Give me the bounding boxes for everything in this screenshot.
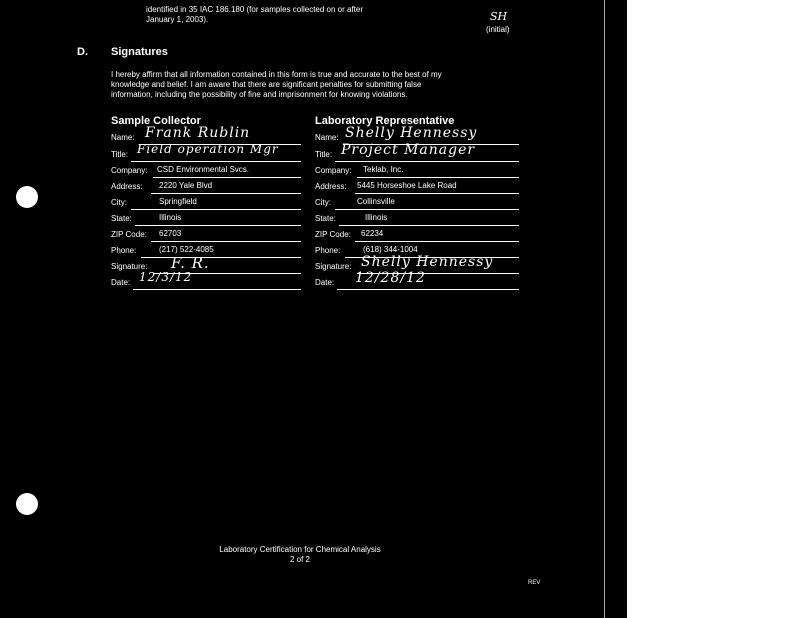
field-label: Title:: [315, 150, 333, 159]
field-label: City:: [111, 198, 127, 207]
field-underline: [135, 225, 301, 226]
field-value: 62234: [361, 229, 384, 238]
collector-state-row: [111, 212, 301, 226]
field-value: CSD Environmental Svcs.: [157, 165, 250, 174]
lab-company-row: [315, 164, 519, 178]
lab-heading: Laboratory Representative: [315, 115, 455, 127]
lab-address-row: [315, 180, 519, 194]
punch-hole-top: [16, 186, 38, 208]
field-label: Phone:: [111, 246, 137, 255]
lab-city-row: [315, 196, 519, 210]
field-underline: [141, 257, 301, 258]
field-underline: [355, 193, 519, 194]
field-underline: [151, 241, 301, 242]
collector-address-row: [111, 180, 301, 194]
field-value: Springfield: [159, 197, 197, 206]
field-value: Collinsville: [357, 197, 395, 206]
section-letter: D.: [77, 46, 88, 58]
field-underline: [335, 161, 519, 162]
page-edge-line: [604, 0, 605, 618]
field-underline: [357, 177, 519, 178]
field-value: Illinois: [365, 213, 388, 222]
field-value: (618) 344-1004: [363, 245, 418, 254]
footer-title: Laboratory Certification for Chemical Analysis: [219, 545, 381, 554]
field-underline: [337, 289, 519, 290]
statement-line: knowledge and belief. I am aware that there are significant penalties for submitting false: [111, 80, 422, 89]
lab-state-row: [315, 212, 519, 226]
field-label: Date:: [111, 278, 131, 287]
field-value: 62703: [159, 229, 182, 238]
top-text-line-1: identified in 35 IAC 186.180 (for samples collected on or after: [146, 5, 364, 14]
field-underline: [131, 209, 301, 210]
field-label: Signature:: [111, 262, 148, 271]
statement-line: information, including the possibility of fine and imprisonment for knowing violations.: [111, 90, 408, 99]
revision-mark: REV: [528, 580, 541, 586]
field-label: Name:: [315, 133, 339, 142]
field-underline: [133, 289, 301, 290]
field-label: Date:: [315, 278, 335, 287]
handwritten-value: 12/3/12: [139, 270, 193, 284]
signature-value: Shelly Hennessy: [361, 254, 494, 270]
page-number: 2 of 2: [289, 555, 310, 564]
handwritten-value: Shelly Hennessy: [345, 125, 478, 141]
handwritten-value: Project Manager: [341, 142, 476, 158]
top-text-line-2: January 1, 2003).: [146, 15, 209, 24]
field-label: Company:: [315, 166, 352, 175]
field-label: City:: [315, 198, 331, 207]
signature-value: F. R.: [171, 254, 210, 272]
page-footer: [180, 545, 420, 565]
field-underline: [339, 225, 519, 226]
field-label: Address:: [315, 182, 347, 191]
collector-date-row: [111, 270, 301, 290]
field-label: State:: [315, 214, 336, 223]
initial-mark: SH: [490, 10, 508, 23]
handwritten-value: 12/28/12: [355, 270, 426, 286]
field-label: Company:: [111, 166, 148, 175]
affirmation-statement: [111, 70, 511, 100]
field-label: State:: [111, 214, 132, 223]
section-title: Signatures: [111, 46, 168, 58]
field-value: Teklab, Inc.: [363, 165, 404, 174]
field-label: Phone:: [315, 246, 341, 255]
field-value: (217) 522-4085: [159, 245, 214, 254]
field-label: Signature:: [315, 262, 352, 271]
collector-company-row: [111, 164, 301, 178]
handwritten-value: Field operation Mgr: [137, 142, 279, 156]
field-value: Illinois: [159, 213, 182, 222]
field-label: ZIP Code:: [111, 230, 147, 239]
field-underline: [153, 177, 301, 178]
lab-zip-row: [315, 228, 519, 242]
punch-hole-bottom: [16, 493, 38, 515]
statement-line: I hereby affirm that all information contained in this form is true and accurate to the best of my: [111, 70, 442, 79]
collector-title-row: [111, 142, 301, 162]
collector-zip-row: [111, 228, 301, 242]
field-underline: [355, 241, 519, 242]
field-label: Address:: [111, 182, 143, 191]
initial-label: (initial): [486, 25, 510, 34]
collector-heading: Sample Collector: [111, 115, 201, 127]
collector-city-row: [111, 196, 301, 210]
field-underline: [151, 193, 301, 194]
handwritten-value: Frank Rublin: [145, 125, 251, 141]
field-label: Title:: [111, 150, 129, 159]
field-label: ZIP Code:: [315, 230, 351, 239]
field-value: 5445 Horseshoe Lake Road: [357, 181, 457, 190]
lab-title-row: [315, 142, 519, 162]
field-underline: [131, 161, 301, 162]
field-label: Name:: [111, 133, 135, 142]
field-underline: [335, 209, 519, 210]
lab-date-row: [315, 270, 519, 290]
field-value: 2220 Yale Blvd: [159, 181, 213, 190]
